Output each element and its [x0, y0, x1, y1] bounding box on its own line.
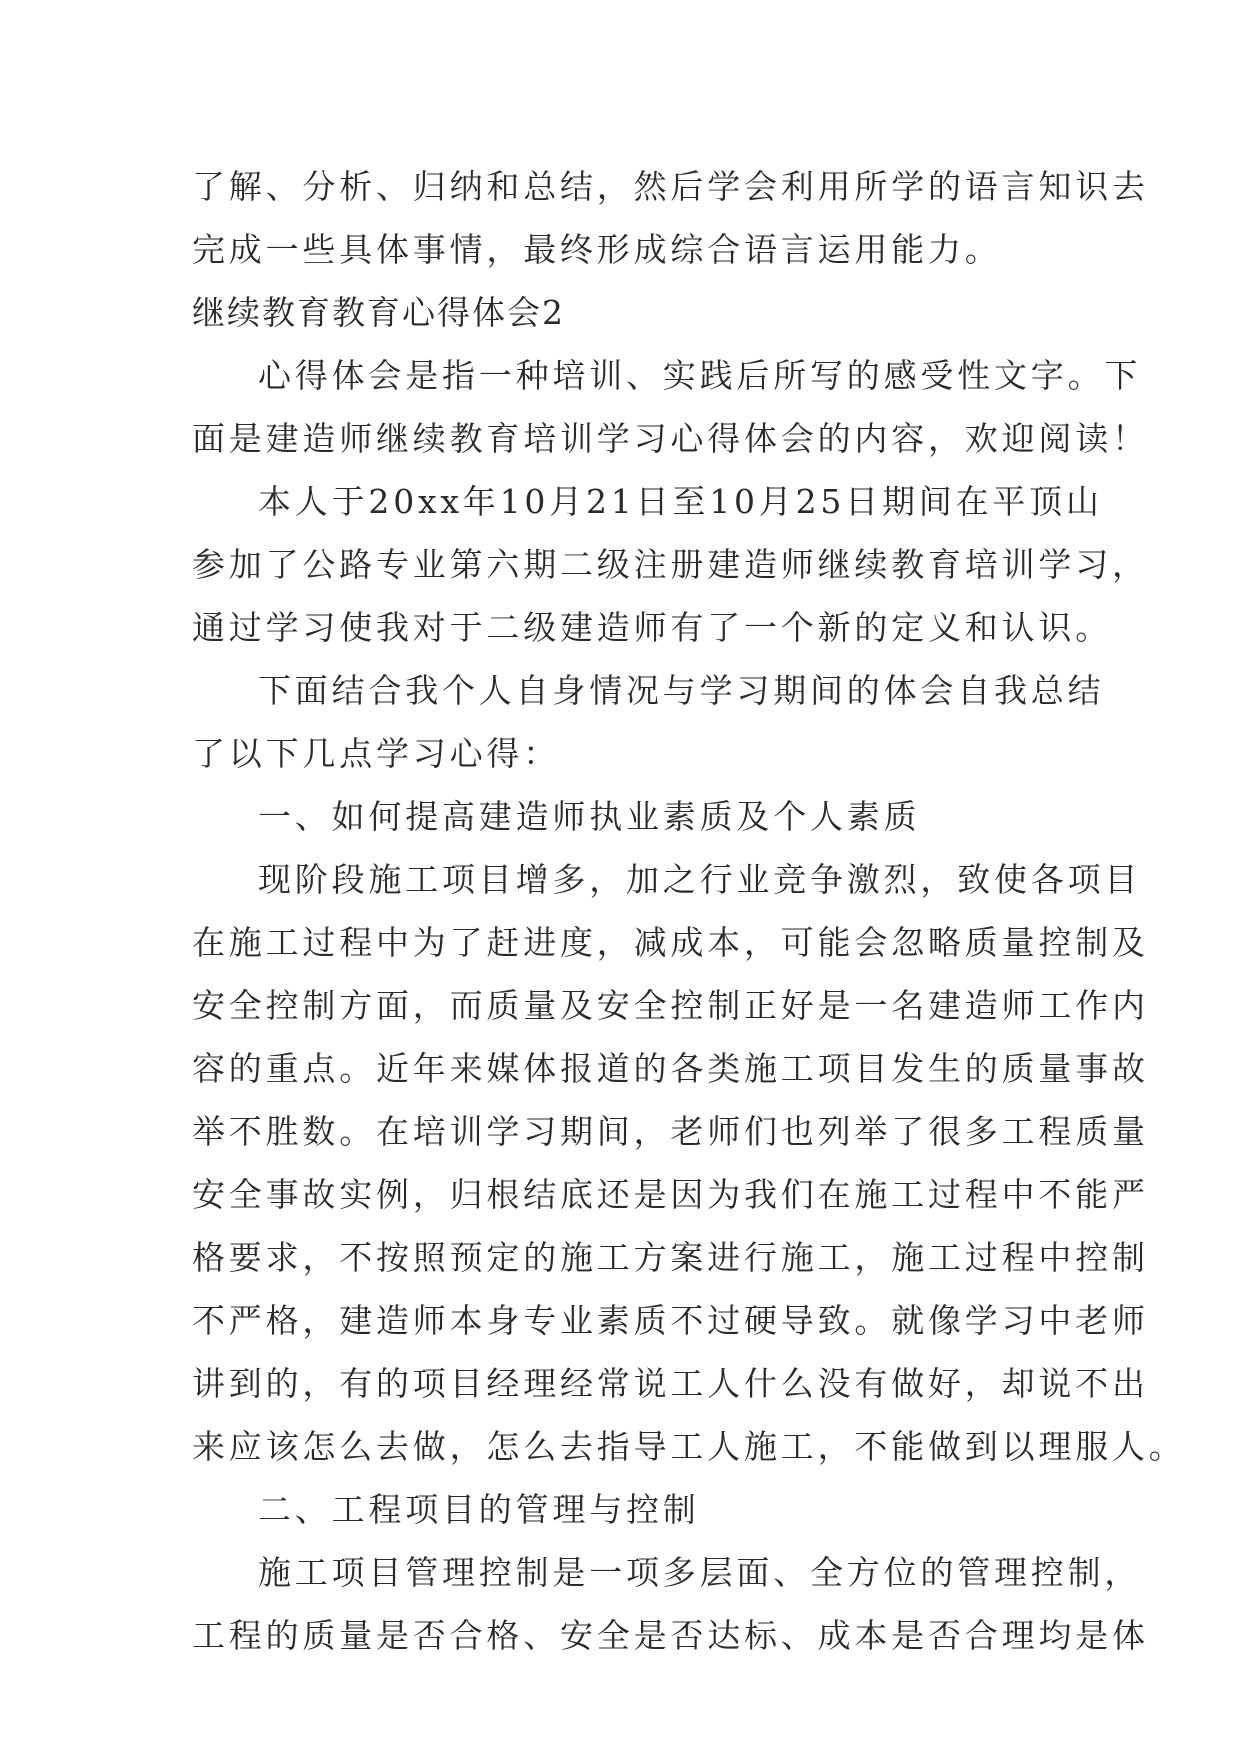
paragraph-line: 心得体会是指一种培训、实践后所写的感受性文字。下 — [258, 356, 1142, 395]
paragraph-line: 现阶段施工项目增多，加之行业竞争激烈，致使各项目 — [258, 860, 1142, 899]
paragraph-line: 工程的质量是否合格、安全是否达标、成本是否合理均是体 — [192, 1616, 1149, 1655]
paragraph-line: 来应该怎么去做，怎么去指导工人施工，不能做到以理服人。 — [192, 1427, 1186, 1466]
paragraph-line: 了以下几点学习心得： — [192, 734, 560, 773]
paragraph-line: 完成一些具体事情，最终形成综合语言运用能力。 — [192, 230, 1002, 269]
paragraph-line: 讲到的，有的项目经理经常说工人什么没有做好，却说不出 — [192, 1364, 1149, 1403]
paragraph-line: 容的重点。近年来媒体报道的各类施工项目发生的质量事故 — [192, 1049, 1149, 1088]
section-title: 继续教育教育心得体会2 — [192, 293, 565, 332]
paragraph-line: 面是建造师继续教育培训学习心得体会的内容，欢迎阅读！ — [192, 419, 1149, 458]
paragraph-line: 安全控制方面，而质量及安全控制正好是一名建造师工作内 — [192, 986, 1149, 1025]
subheading: 一、如何提高建造师执业素质及个人素质 — [258, 797, 921, 836]
paragraph-line: 安全事故实例，归根结底还是因为我们在施工过程中不能严 — [192, 1175, 1149, 1214]
document-body — [192, 155, 1186, 1667]
paragraph-line: 在施工过程中为了赶进度，减成本，可能会忽略质量控制及 — [192, 923, 1149, 962]
paragraph-line: 不严格，建造师本身专业素质不过硬导致。就像学习中老师 — [192, 1301, 1149, 1340]
paragraph-line: 下面结合我个人自身情况与学习期间的体会自我总结 — [258, 671, 1105, 710]
subheading: 二、工程项目的管理与控制 — [258, 1490, 700, 1529]
paragraph-line: 格要求，不按照预定的施工方案进行施工，施工过程中控制 — [192, 1238, 1149, 1277]
paragraph-line: 参加了公路专业第六期二级注册建造师继续教育培训学习， — [192, 545, 1149, 584]
paragraph-line: 举不胜数。在培训学习期间，老师们也列举了很多工程质量 — [192, 1112, 1149, 1151]
paragraph-line: 了解、分析、归纳和总结，然后学会利用所学的语言知识去 — [192, 167, 1149, 206]
paragraph-line: 本人于20xx年10月21日至10月25日期间在平顶山 — [258, 482, 1103, 521]
paragraph-line: 通过学习使我对于二级建造师有了一个新的定义和认识。 — [192, 608, 1112, 647]
paragraph-line: 施工项目管理控制是一项多层面、全方位的管理控制， — [258, 1553, 1142, 1592]
